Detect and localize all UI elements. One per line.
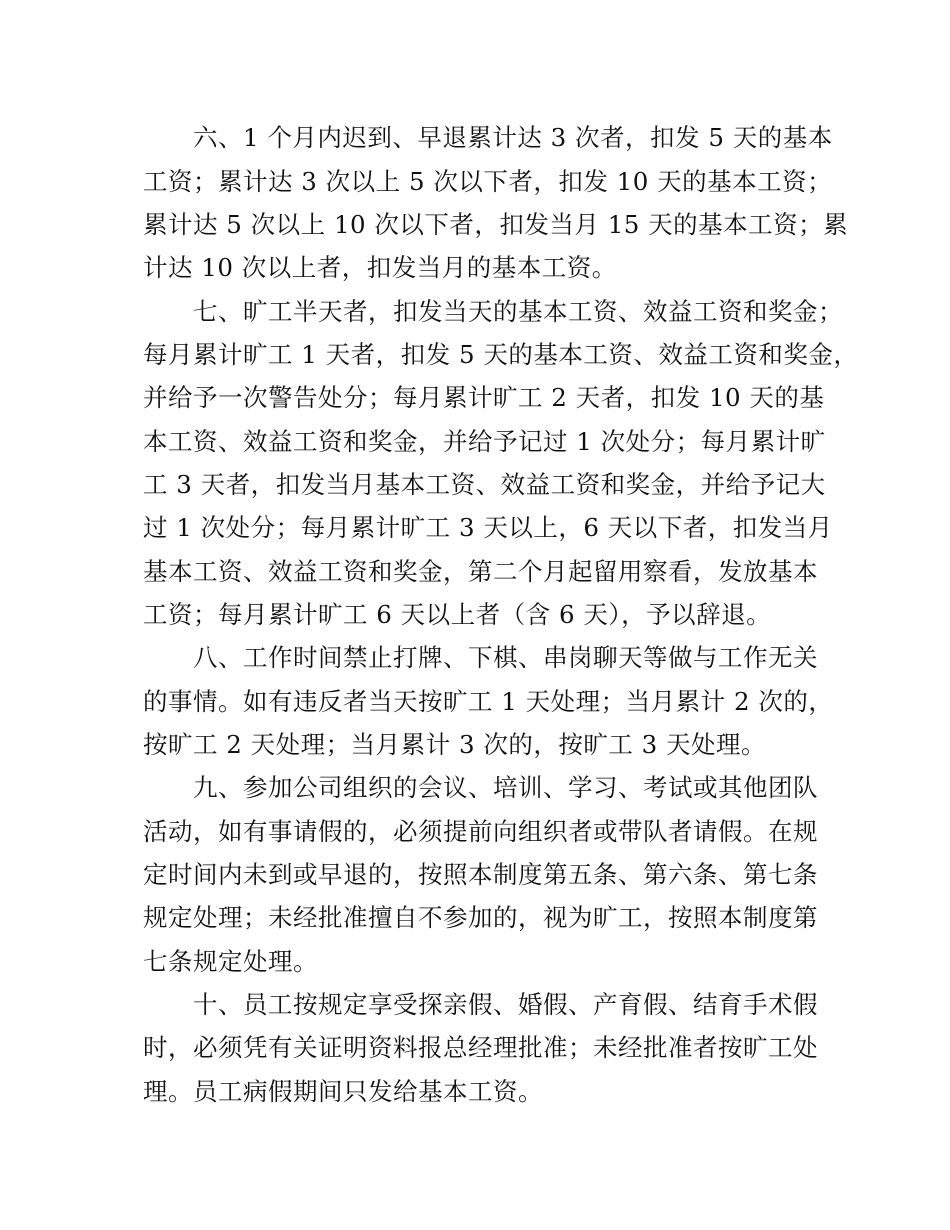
paragraph-6-line-2: 工资；累计达 3 次以上 5 次以下者，扣发 10 天的基本工资；	[143, 167, 833, 196]
paragraph-9-line-3: 定时间内未到或早退的，按照本制度第五条、第六条、第七条	[143, 860, 818, 889]
paragraph-9-line-5: 七条规定处理。	[143, 947, 318, 976]
paragraph-8-line-3: 按旷工 2 天处理；当月累计 3 次的，按旷工 3 天处理。	[143, 730, 766, 759]
paragraph-9-line-4: 规定处理；未经批准擅自不参加的，视为旷工，按照本制度第	[143, 903, 818, 932]
paragraph-7-line-1: 七、旷工半天者，扣发当天的基本工资、效益工资和奖金；	[193, 297, 843, 326]
paragraph-8-line-1: 八、工作时间禁止打牌、下棋、串岗聊天等做与工作无关	[193, 643, 818, 672]
paragraph-6-line-1: 六、1 个月内迟到、早退累计达 3 次者，扣发 5 天的基本	[193, 123, 833, 152]
paragraph-7-line-8: 工资；每月累计旷工 6 天以上者（含 6 天），予以辞退。	[143, 600, 772, 629]
paragraph-7-line-2: 每月累计旷工 1 天者，扣发 5 天的基本工资、效益工资和奖金，	[143, 340, 859, 369]
paragraph-7-line-6: 过 1 次处分；每月累计旷工 3 天以上，6 天以下者，扣发当月	[143, 513, 833, 542]
paragraph-9-line-2: 活动，如有事请假的，必须提前向组织者或带队者请假。在规	[143, 817, 818, 846]
paragraph-7-line-3: 并给予一次警告处分；每月累计旷工 2 天者，扣发 10 天的基	[143, 383, 825, 412]
paragraph-9-line-1: 九、参加公司组织的会议、培训、学习、考试或其他团队	[193, 773, 818, 802]
paragraph-7-line-5: 工 3 天者，扣发当月基本工资、效益工资和奖金，并给予记大	[143, 470, 826, 499]
paragraph-7-line-7: 基本工资、效益工资和奖金，第二个月起留用察看，发放基本	[143, 557, 818, 586]
paragraph-10-line-3: 理。员工病假期间只发给基本工资。	[143, 1077, 543, 1106]
paragraph-7-line-4: 本工资、效益工资和奖金，并给予记过 1 次处分；每月累计旷	[143, 427, 826, 456]
paragraph-6-line-3: 累计达 5 次以上 10 次以下者，扣发当月 15 天的基本工资；累	[143, 210, 849, 239]
paragraph-10-line-1: 十、员工按规定享受探亲假、婚假、产育假、结育手术假	[193, 990, 818, 1019]
paragraph-6-line-4: 计达 10 次以上者，扣发当月的基本工资。	[143, 253, 617, 282]
paragraph-8-line-2: 的事情。如有违反者当天按旷工 1 天处理；当月累计 2 次的，	[143, 687, 834, 716]
paragraph-10-line-2: 时，必须凭有关证明资料报总经理批准；未经批准者按旷工处	[143, 1033, 818, 1062]
